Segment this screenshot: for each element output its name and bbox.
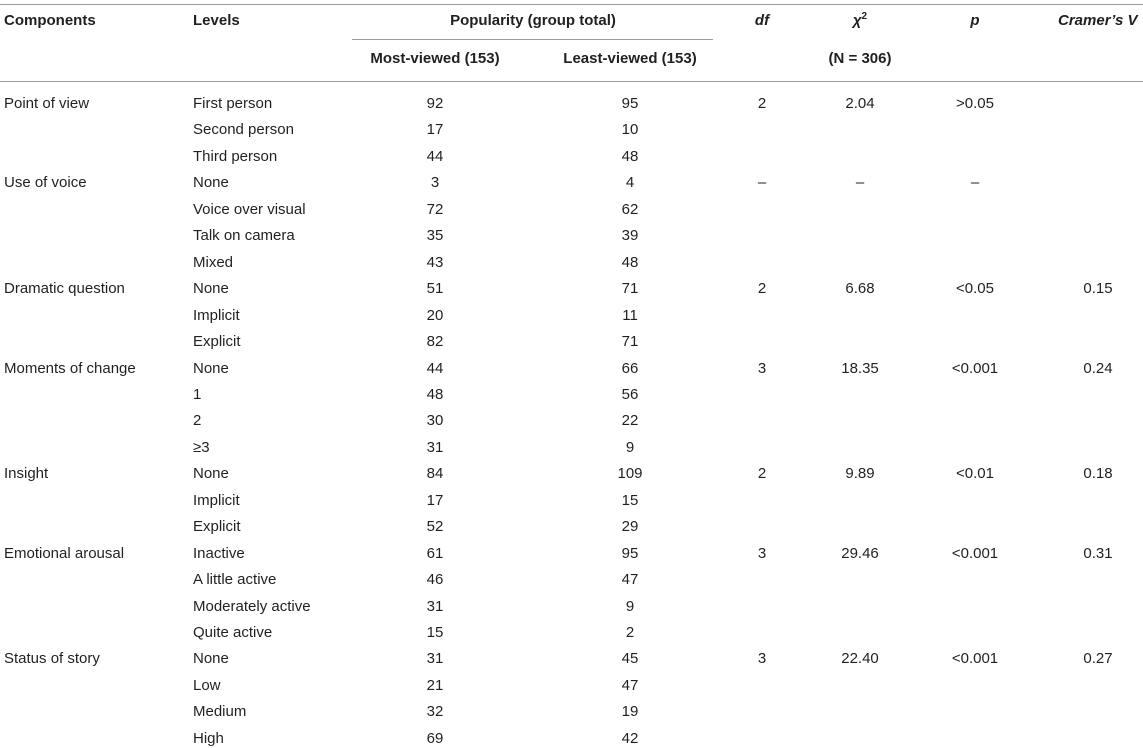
cell-df: 2	[757, 280, 767, 297]
cell-df: 2	[757, 465, 767, 482]
cell-most-viewed: 31	[426, 650, 444, 667]
cell-p: –	[970, 174, 980, 191]
cell-least-viewed: 45	[621, 650, 639, 667]
cell-most-viewed: 21	[426, 677, 444, 694]
cell-level: None	[193, 174, 229, 191]
cell-level: None	[193, 465, 229, 482]
header-components: Components	[4, 12, 96, 29]
cell-cramers-v: 0.27	[1083, 650, 1113, 667]
cell-least-viewed: 62	[621, 201, 639, 218]
header-popularity: Popularity (group total)	[450, 12, 616, 29]
cell-least-viewed: 109	[617, 465, 643, 482]
popularity-header-rule	[352, 39, 713, 40]
cell-most-viewed: 69	[426, 730, 444, 747]
cell-most-viewed: 31	[426, 439, 444, 456]
cell-level: 2	[193, 412, 202, 429]
cell-component: Status of story	[4, 650, 100, 667]
cell-most-viewed: 17	[426, 121, 444, 138]
cell-level: ≥3	[193, 439, 210, 456]
cell-chi-square: –	[855, 174, 865, 191]
cell-component: Point of view	[4, 95, 90, 112]
cell-most-viewed: 32	[426, 703, 444, 720]
cell-most-viewed: 61	[426, 545, 444, 562]
cell-least-viewed: 66	[621, 360, 639, 377]
cell-most-viewed: 44	[426, 148, 444, 165]
cell-df: 3	[757, 545, 767, 562]
cell-cramers-v: 0.24	[1083, 360, 1113, 377]
cell-least-viewed: 47	[621, 571, 639, 588]
cell-least-viewed: 11	[622, 307, 638, 324]
cell-most-viewed: 92	[426, 95, 444, 112]
cell-least-viewed: 2	[625, 624, 635, 641]
cell-level: Implicit	[193, 492, 240, 509]
cell-level: Second person	[193, 121, 294, 138]
cell-least-viewed: 9	[625, 439, 635, 456]
header-cramers-v: Cramer’s V	[1058, 12, 1138, 29]
cell-p: <0.01	[956, 465, 994, 482]
cell-most-viewed: 20	[426, 307, 444, 324]
table-top-rule	[0, 4, 1143, 5]
cell-most-viewed: 46	[426, 571, 444, 588]
cell-least-viewed: 95	[621, 545, 639, 562]
cell-most-viewed: 15	[426, 624, 444, 641]
cell-level: Quite active	[193, 624, 273, 641]
cell-p: <0.001	[951, 360, 999, 377]
cell-chi-square: 18.35	[841, 360, 879, 377]
cell-p: <0.001	[951, 545, 999, 562]
cell-p: <0.001	[951, 650, 999, 667]
header-p: p	[970, 12, 980, 29]
cell-p: <0.05	[956, 280, 994, 297]
cell-level: Explicit	[193, 333, 241, 350]
cell-level: Third person	[193, 148, 278, 165]
header-least-viewed: Least-viewed (153)	[563, 50, 697, 67]
cell-least-viewed: 15	[621, 492, 639, 509]
cell-most-viewed: 3	[430, 174, 440, 191]
cell-cramers-v: 0.18	[1083, 465, 1113, 482]
cell-level: First person	[193, 95, 273, 112]
cell-level: A little active	[193, 571, 277, 588]
cell-least-viewed: 9	[625, 598, 635, 615]
cell-level: None	[193, 280, 229, 297]
cell-most-viewed: 48	[426, 386, 444, 403]
cell-most-viewed: 51	[426, 280, 444, 297]
cell-most-viewed: 44	[426, 360, 444, 377]
cell-most-viewed: 17	[426, 492, 444, 509]
header-bottom-rule	[0, 81, 1143, 82]
cell-least-viewed: 71	[621, 333, 639, 350]
cell-component: Insight	[4, 465, 49, 482]
cell-df: –	[757, 174, 767, 191]
cell-chi-square: 22.40	[841, 650, 879, 667]
header-most-viewed: Most-viewed (153)	[370, 50, 500, 67]
cell-level: Inactive	[193, 545, 245, 562]
cell-cramers-v: 0.15	[1083, 280, 1113, 297]
cell-least-viewed: 4	[625, 174, 635, 191]
cell-level: Low	[193, 677, 221, 694]
cell-most-viewed: 72	[426, 201, 444, 218]
cell-chi-square: 29.46	[841, 545, 879, 562]
chi-exponent: 2	[861, 11, 868, 22]
cell-df: 3	[757, 360, 767, 377]
cell-chi-square: 6.68	[845, 280, 875, 297]
cell-level: None	[193, 360, 229, 377]
cell-least-viewed: 48	[621, 254, 639, 271]
cell-chi-square: 9.89	[845, 465, 875, 482]
cell-most-viewed: 43	[426, 254, 444, 271]
cell-least-viewed: 95	[621, 95, 639, 112]
header-levels: Levels	[193, 12, 240, 29]
cell-component: Emotional arousal	[4, 545, 125, 562]
cell-most-viewed: 31	[426, 598, 444, 615]
cell-level: Talk on camera	[193, 227, 295, 244]
cell-most-viewed: 52	[426, 518, 444, 535]
cell-p: >0.05	[956, 95, 994, 112]
header-chi-n: (N = 306)	[828, 50, 892, 67]
cell-level: Voice over visual	[193, 201, 306, 218]
cell-cramers-v: 0.31	[1083, 545, 1113, 562]
cell-least-viewed: 29	[621, 518, 639, 535]
cell-component: Use of voice	[4, 174, 87, 191]
cell-level: Explicit	[193, 518, 241, 535]
cell-df: 3	[757, 650, 767, 667]
cell-least-viewed: 47	[621, 677, 639, 694]
cell-least-viewed: 10	[621, 121, 639, 138]
cell-most-viewed: 35	[426, 227, 444, 244]
cell-most-viewed: 82	[426, 333, 444, 350]
cell-least-viewed: 42	[621, 730, 639, 747]
cell-level: None	[193, 650, 229, 667]
cell-component: Moments of change	[4, 360, 136, 377]
cell-level: 1	[193, 386, 202, 403]
chi-symbol: χ	[852, 12, 862, 29]
cell-least-viewed: 56	[621, 386, 639, 403]
cell-most-viewed: 30	[426, 412, 444, 429]
cell-least-viewed: 22	[621, 412, 639, 429]
cell-df: 2	[757, 95, 767, 112]
cell-level: Mixed	[193, 254, 234, 271]
cell-least-viewed: 48	[621, 148, 639, 165]
cell-level: High	[193, 730, 224, 747]
cell-chi-square: 2.04	[845, 95, 875, 112]
cell-most-viewed: 84	[426, 465, 444, 482]
header-chi-square	[853, 8, 867, 30]
cell-least-viewed: 71	[621, 280, 639, 297]
cell-level: Implicit	[193, 307, 240, 324]
cell-least-viewed: 19	[621, 703, 639, 720]
cell-level: Moderately active	[193, 598, 311, 615]
header-df: df	[754, 12, 770, 29]
cell-level: Medium	[193, 703, 247, 720]
cell-component: Dramatic question	[4, 280, 125, 297]
cell-least-viewed: 39	[621, 227, 639, 244]
